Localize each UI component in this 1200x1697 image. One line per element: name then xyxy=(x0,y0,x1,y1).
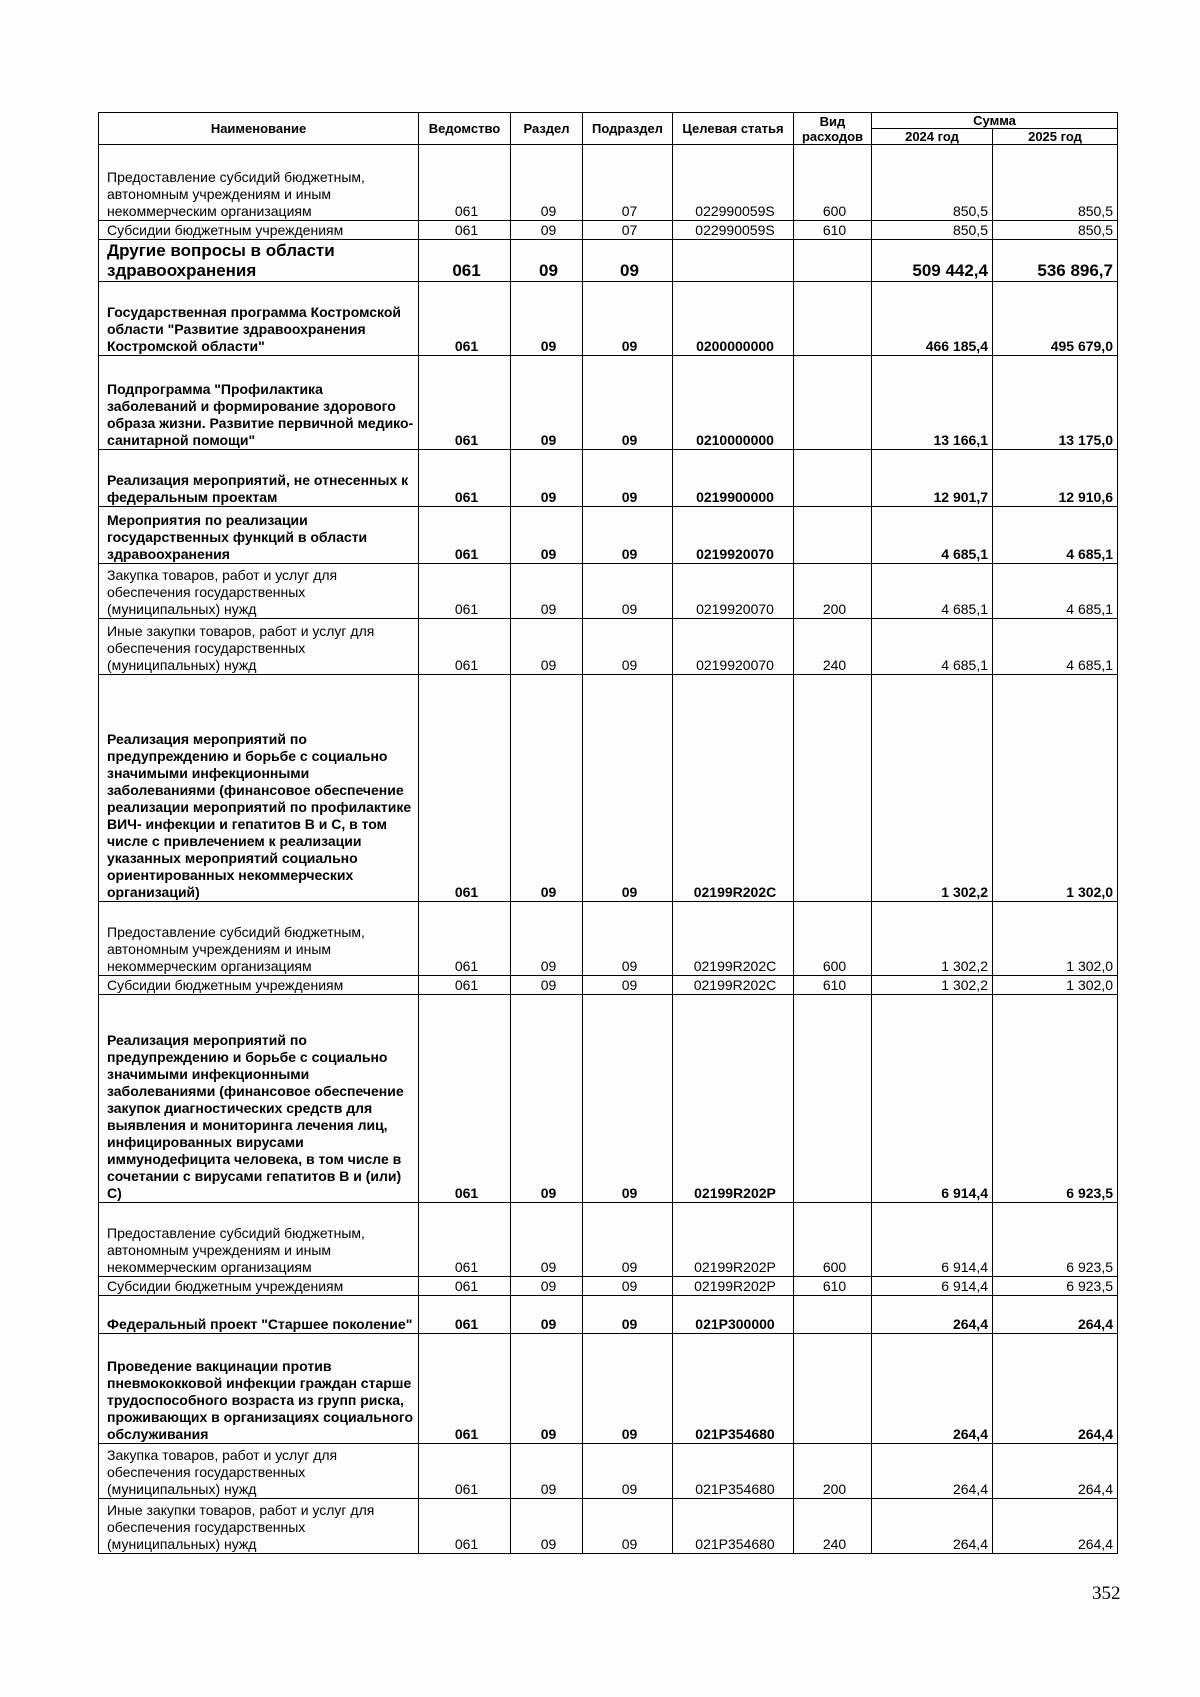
cell-section: 09 xyxy=(511,675,583,902)
cell-exp-type: 240 xyxy=(794,1499,872,1554)
cell-target: 022990059S xyxy=(673,145,794,221)
cell-subsection: 09 xyxy=(583,1334,673,1444)
cell-section: 09 xyxy=(511,450,583,507)
cell-sum-2024: 1 302,2 xyxy=(872,976,993,995)
cell-exp-type xyxy=(794,675,872,902)
col-header-dept: Ведомство xyxy=(419,113,511,145)
cell-sum-2024: 1 302,2 xyxy=(872,902,993,976)
cell-section: 09 xyxy=(511,1203,583,1277)
cell-sum-2024: 6 914,4 xyxy=(872,995,993,1203)
col-header-name: Наименование xyxy=(99,113,419,145)
cell-name: Иные закупки товаров, работ и услуг для обеспечения государственных (муниципальных) нужд xyxy=(99,619,419,675)
cell-section: 09 xyxy=(511,976,583,995)
table-row xyxy=(99,976,1118,995)
cell-dept: 061 xyxy=(419,902,511,976)
cell-name: Государственная программа Костромской области "Развитие здравоохранения Костромской области" xyxy=(99,282,419,356)
cell-section: 09 xyxy=(511,240,583,282)
table-row xyxy=(99,1277,1118,1296)
cell-target: 02199R202P xyxy=(673,995,794,1203)
cell-sum-2024: 264,4 xyxy=(872,1296,993,1334)
cell-exp-type: 610 xyxy=(794,1277,872,1296)
cell-name: Реализация мероприятий, не отнесенных к федеральным проектам xyxy=(99,450,419,507)
cell-sum-2024: 13 166,1 xyxy=(872,356,993,450)
cell-name: Закупка товаров, работ и услуг для обеспечения государственных (муниципальных) нужд xyxy=(99,564,419,619)
cell-dept: 061 xyxy=(419,356,511,450)
table-row xyxy=(99,1444,1118,1499)
cell-exp-type: 600 xyxy=(794,145,872,221)
cell-exp-type xyxy=(794,240,872,282)
cell-sum-2025: 4 685,1 xyxy=(993,564,1118,619)
cell-subsection: 09 xyxy=(583,1277,673,1296)
cell-exp-type xyxy=(794,450,872,507)
table-row xyxy=(99,1499,1118,1554)
cell-subsection: 09 xyxy=(583,1499,673,1554)
cell-name: Предоставление субсидий бюджетным, автономным учреждениям и иным некоммерческим организациям xyxy=(99,1203,419,1277)
cell-dept: 061 xyxy=(419,976,511,995)
cell-target: 0219920070 xyxy=(673,564,794,619)
cell-name: Реализация мероприятий по предупреждению и борьбе с социально значимыми инфекционными заболеваниями (финансовое обеспечение реализации мероприятий по профилактике ВИЧ- инфекции и гепатитов В и С, в том числе с привлечением к реализации указанных мероприятий социально ориентированных некоммерческих организаций) xyxy=(99,675,419,902)
cell-target: 021P354680 xyxy=(673,1334,794,1444)
cell-target: 0219920070 xyxy=(673,507,794,564)
cell-name: Проведение вакцинации против пневмококковой инфекции граждан старше трудоспособного возраста из групп риска, проживающих в организациях социального обслуживания xyxy=(99,1334,419,1444)
cell-sum-2025: 4 685,1 xyxy=(993,619,1118,675)
cell-section: 09 xyxy=(511,902,583,976)
cell-sum-2025: 1 302,0 xyxy=(993,976,1118,995)
col-header-target: Целевая статья xyxy=(673,113,794,145)
cell-name: Федеральный проект "Старшее поколение" xyxy=(99,1296,419,1334)
table-row xyxy=(99,356,1118,450)
cell-subsection: 09 xyxy=(583,507,673,564)
cell-dept: 061 xyxy=(419,1277,511,1296)
cell-sum-2024: 1 302,2 xyxy=(872,675,993,902)
cell-sum-2024: 4 685,1 xyxy=(872,564,993,619)
cell-exp-type: 200 xyxy=(794,564,872,619)
cell-sum-2025: 264,4 xyxy=(993,1499,1118,1554)
cell-exp-type xyxy=(794,356,872,450)
cell-dept: 061 xyxy=(419,619,511,675)
table-row xyxy=(99,1296,1118,1334)
cell-subsection: 09 xyxy=(583,356,673,450)
budget-table xyxy=(98,112,1118,1554)
cell-target xyxy=(673,240,794,282)
table-row xyxy=(99,675,1118,902)
cell-section: 09 xyxy=(511,1444,583,1499)
cell-section: 09 xyxy=(511,619,583,675)
cell-dept: 061 xyxy=(419,995,511,1203)
cell-sum-2025: 12 910,6 xyxy=(993,450,1118,507)
cell-name: Мероприятия по реализации государственных функций в области здравоохранения xyxy=(99,507,419,564)
table-row xyxy=(99,145,1118,221)
cell-target: 021P354680 xyxy=(673,1444,794,1499)
cell-name: Предоставление субсидий бюджетным, автономным учреждениям и иным некоммерческим организациям xyxy=(99,902,419,976)
cell-subsection: 09 xyxy=(583,240,673,282)
cell-sum-2024: 6 914,4 xyxy=(872,1203,993,1277)
cell-target: 0219920070 xyxy=(673,619,794,675)
cell-exp-type xyxy=(794,507,872,564)
cell-exp-type xyxy=(794,1296,872,1334)
cell-dept: 061 xyxy=(419,507,511,564)
cell-subsection: 09 xyxy=(583,619,673,675)
cell-dept: 061 xyxy=(419,1444,511,1499)
cell-name: Субсидии бюджетным учреждениям xyxy=(99,221,419,240)
cell-section: 09 xyxy=(511,1296,583,1334)
cell-sum-2025: 4 685,1 xyxy=(993,507,1118,564)
cell-target: 02199R202C xyxy=(673,675,794,902)
cell-section: 09 xyxy=(511,1277,583,1296)
cell-exp-type: 600 xyxy=(794,1203,872,1277)
table-row xyxy=(99,450,1118,507)
cell-sum-2025: 850,5 xyxy=(993,221,1118,240)
table-row xyxy=(99,564,1118,619)
cell-name: Субсидии бюджетным учреждениям xyxy=(99,1277,419,1296)
cell-subsection: 09 xyxy=(583,995,673,1203)
cell-subsection: 09 xyxy=(583,1203,673,1277)
cell-target: 02199R202P xyxy=(673,1277,794,1296)
cell-sum-2024: 466 185,4 xyxy=(872,282,993,356)
cell-target: 022990059S xyxy=(673,221,794,240)
cell-sum-2025: 13 175,0 xyxy=(993,356,1118,450)
table-row xyxy=(99,1334,1118,1444)
cell-name: Другие вопросы в области здравоохранения xyxy=(99,240,419,282)
cell-subsection: 09 xyxy=(583,1296,673,1334)
cell-section: 09 xyxy=(511,1334,583,1444)
cell-section: 09 xyxy=(511,282,583,356)
table-row xyxy=(99,240,1118,282)
cell-sum-2025: 264,4 xyxy=(993,1334,1118,1444)
cell-section: 09 xyxy=(511,356,583,450)
cell-name: Предоставление субсидий бюджетным, автономным учреждениям и иным некоммерческим организациям xyxy=(99,145,419,221)
col-header-exp-type: Вид расходов xyxy=(794,113,872,145)
cell-sum-2024: 264,4 xyxy=(872,1334,993,1444)
cell-exp-type xyxy=(794,282,872,356)
cell-exp-type: 600 xyxy=(794,902,872,976)
cell-dept: 061 xyxy=(419,145,511,221)
cell-sum-2024: 4 685,1 xyxy=(872,619,993,675)
cell-subsection: 09 xyxy=(583,902,673,976)
cell-subsection: 09 xyxy=(583,675,673,902)
cell-sum-2024: 12 901,7 xyxy=(872,450,993,507)
cell-target: 021P300000 xyxy=(673,1296,794,1334)
cell-dept: 061 xyxy=(419,240,511,282)
cell-target: 0210000000 xyxy=(673,356,794,450)
cell-sum-2024: 4 685,1 xyxy=(872,507,993,564)
cell-subsection: 09 xyxy=(583,1444,673,1499)
table-row xyxy=(99,1203,1118,1277)
cell-dept: 061 xyxy=(419,675,511,902)
cell-name: Подпрограмма "Профилактика заболеваний и формирование здорового образа жизни. Развитие первичной медико-санитарной помощи" xyxy=(99,356,419,450)
cell-target: 02199R202C xyxy=(673,902,794,976)
cell-subsection: 07 xyxy=(583,221,673,240)
cell-subsection: 07 xyxy=(583,145,673,221)
cell-sum-2025: 850,5 xyxy=(993,145,1118,221)
cell-section: 09 xyxy=(511,507,583,564)
col-header-sum: Сумма xyxy=(872,113,1118,129)
table-row xyxy=(99,282,1118,356)
cell-sum-2024: 264,4 xyxy=(872,1444,993,1499)
cell-section: 09 xyxy=(511,1499,583,1554)
cell-section: 09 xyxy=(511,564,583,619)
cell-target: 02199R202C xyxy=(673,976,794,995)
table-row xyxy=(99,902,1118,976)
cell-exp-type: 240 xyxy=(794,619,872,675)
cell-subsection: 09 xyxy=(583,450,673,507)
cell-subsection: 09 xyxy=(583,282,673,356)
cell-sum-2025: 495 679,0 xyxy=(993,282,1118,356)
cell-sum-2024: 509 442,4 xyxy=(872,240,993,282)
cell-dept: 061 xyxy=(419,1296,511,1334)
col-header-2024: 2024 год xyxy=(872,129,993,145)
cell-sum-2024: 850,5 xyxy=(872,221,993,240)
cell-exp-type: 610 xyxy=(794,221,872,240)
cell-target: 021P354680 xyxy=(673,1499,794,1554)
cell-exp-type: 610 xyxy=(794,976,872,995)
cell-sum-2025: 264,4 xyxy=(993,1444,1118,1499)
cell-target: 02199R202P xyxy=(673,1203,794,1277)
table-row xyxy=(99,221,1118,240)
table-row xyxy=(99,995,1118,1203)
cell-sum-2024: 264,4 xyxy=(872,1499,993,1554)
cell-sum-2025: 6 923,5 xyxy=(993,1277,1118,1296)
cell-target: 0200000000 xyxy=(673,282,794,356)
table-body xyxy=(99,145,1118,1554)
cell-dept: 061 xyxy=(419,1499,511,1554)
cell-name: Закупка товаров, работ и услуг для обеспечения государственных (муниципальных) нужд xyxy=(99,1444,419,1499)
cell-sum-2024: 850,5 xyxy=(872,145,993,221)
page-number: 352 xyxy=(1092,1583,1121,1604)
cell-section: 09 xyxy=(511,995,583,1203)
cell-sum-2024: 6 914,4 xyxy=(872,1277,993,1296)
cell-name: Субсидии бюджетным учреждениям xyxy=(99,976,419,995)
cell-exp-type: 200 xyxy=(794,1444,872,1499)
col-header-subsection: Подраздел xyxy=(583,113,673,145)
cell-dept: 061 xyxy=(419,1203,511,1277)
cell-sum-2025: 536 896,7 xyxy=(993,240,1118,282)
cell-sum-2025: 1 302,0 xyxy=(993,902,1118,976)
cell-exp-type xyxy=(794,995,872,1203)
cell-target: 0219900000 xyxy=(673,450,794,507)
cell-dept: 061 xyxy=(419,564,511,619)
cell-sum-2025: 1 302,0 xyxy=(993,675,1118,902)
cell-subsection: 09 xyxy=(583,564,673,619)
cell-dept: 061 xyxy=(419,450,511,507)
cell-sum-2025: 264,4 xyxy=(993,1296,1118,1334)
table-row xyxy=(99,507,1118,564)
cell-name: Иные закупки товаров, работ и услуг для обеспечения государственных (муниципальных) нужд xyxy=(99,1499,419,1554)
cell-subsection: 09 xyxy=(583,976,673,995)
col-header-2025: 2025 год xyxy=(993,129,1118,145)
table-row xyxy=(99,619,1118,675)
table-header xyxy=(99,113,1118,145)
cell-sum-2025: 6 923,5 xyxy=(993,1203,1118,1277)
cell-name: Реализация мероприятий по предупреждению и борьбе с социально значимыми инфекционными заболеваниями (финансовое обеспечение закупок диагностических средств для выявления и мониторинга лечения лиц, инфицированных вирусами иммунодефицита человека, в том числе в сочетании с вирусами гепатитов В и (или) С) xyxy=(99,995,419,1203)
col-header-section: Раздел xyxy=(511,113,583,145)
cell-exp-type xyxy=(794,1334,872,1444)
cell-section: 09 xyxy=(511,145,583,221)
cell-sum-2025: 6 923,5 xyxy=(993,995,1118,1203)
cell-section: 09 xyxy=(511,221,583,240)
cell-dept: 061 xyxy=(419,1334,511,1444)
cell-dept: 061 xyxy=(419,221,511,240)
cell-dept: 061 xyxy=(419,282,511,356)
